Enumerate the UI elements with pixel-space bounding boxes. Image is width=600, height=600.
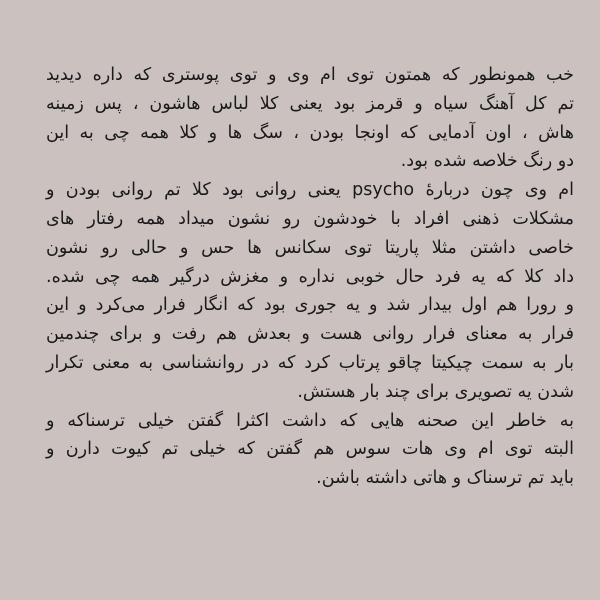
text-line: باید تم ترسناک و هاتی داشته باشن. [316, 468, 574, 489]
text-line: خاصی داشتن مثلا پاریتا توی سکانس ها حس و حالی رو نشون [46, 237, 574, 258]
text-line: ام وی چون دربارهٔ psycho یعنی روانی بود کلا تم روانی بودن و [46, 180, 575, 201]
text-line: و رورا هم اول بیدار شد و یه جوری بود که انگار فرار می‌کرد و این [46, 295, 574, 316]
text-line: تم کل آهنگ سیاه و قرمز بود یعنی کلا لباس هاشون ، پس زمینه [46, 93, 574, 114]
text-line: دو رنگ خلاصه شده بود. [400, 151, 574, 172]
text-line: به خاطر این صحنه هایی که داشت اکثرا گفتن خیلی ترسناکه و [46, 410, 574, 431]
text-line: خب همونطور که همتون توی ام وی و توی پوستری که داره دیدید [46, 65, 574, 85]
text-line: شدن یه تصویری برای چند بار هستش. [297, 381, 574, 402]
text-line: فرار به معنای فرار روانی هست و بعدش هم رفت و برای چندمین [46, 324, 574, 345]
body-text [46, 61, 574, 493]
text-line: البته توی ام وی هات سوس هم گفتن که خیلی تم کیوت دارن و [46, 439, 574, 460]
text-line: مشکلات ذهنی افراد با خودشون رو نشون میداد همه رفتار های [46, 208, 574, 229]
text-line: داد کلا که یه فرد حال خوبی نداره و مغزش درگیر همه چی شده. [46, 266, 574, 287]
text-line: بار به سمت چیکیتا چاقو پرتاب کرد که در روانشناسی به معنی تکرار [46, 352, 574, 373]
text-line: هاش ، اون آدمایی که اونجا بودن ، سگ ها و کلا همه چی به این [46, 122, 574, 143]
